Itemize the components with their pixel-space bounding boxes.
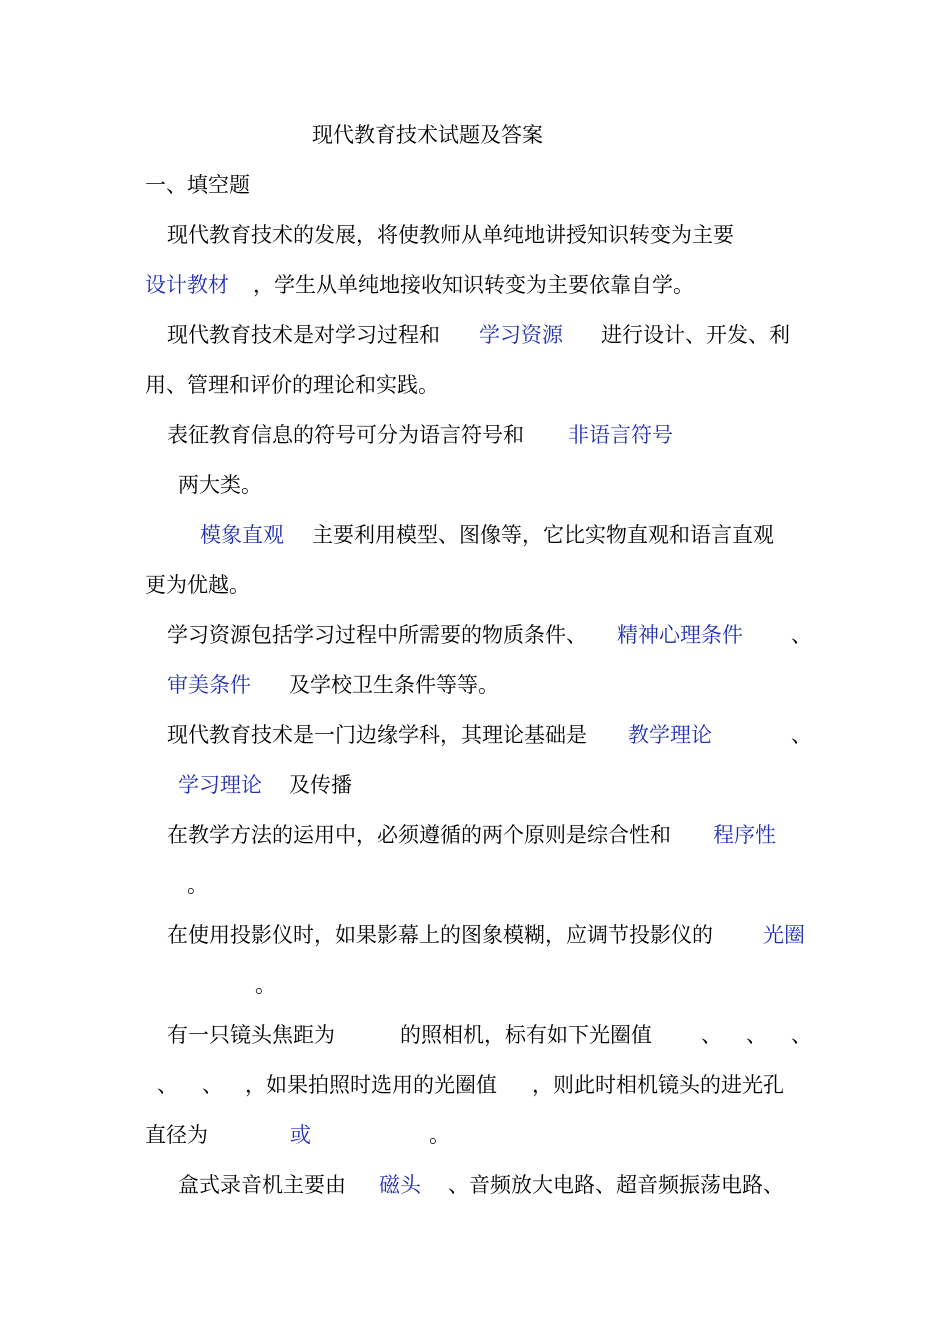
answer-blank: 模象直观 bbox=[200, 523, 284, 547]
answer-blank: 磁头 bbox=[379, 1173, 421, 1197]
answer-blank: 学习资源 bbox=[479, 323, 563, 347]
answer-blank: 学习理论 bbox=[178, 773, 262, 797]
answer-blank: 审美条件 bbox=[167, 673, 251, 697]
answer-blank: 设计教材 bbox=[145, 273, 229, 297]
answer-blank: 精神心理条件 bbox=[617, 623, 743, 647]
answer-blank: 光圈 bbox=[763, 923, 805, 947]
answer-blank: 或 bbox=[290, 1123, 311, 1147]
answer-blank: 教学理论 bbox=[628, 723, 712, 747]
answer-blank: 程序性 bbox=[713, 823, 776, 847]
answer-blank: 非语言符号 bbox=[568, 423, 673, 447]
document-page: 现代教育技术试题及答案 一、填空题 现代教育技术的发展，将使教师从单纯地讲授知识转变为主要 设计教材 ，学生从单纯地接收知识转变为主要依靠自学。 现代教育技术是对学习过程和 学习资源 进行设计、开发、利 用、管理和评价的理论和实践。 表征教育信息的符号可分为语言符号和 非语言符号 两大类。 模象直观 主要利用模型、图像等，它比实物直观和语言直观 更为优越。 学习资源包括学习过程中所需要的物质条件、 精神心理条件 、 审美条件 及学校卫生条件等等。 现代教育技术是一门边缘学科，其理论基础是 教学理论 、 学习理论 及传播 在教学方法的运用中，必须遵循的两个原则是综合性和 程序性 。 在使用投影仪时，如果影幕上的图象模糊，应调节投影仪的 光圈 。 有一只镜头焦距为 的照相机，标有如下光圈值 、 、 、 、 、 ，如果拍照时选用的光圈值 ，则此时相机镜头的进光孔 直径为 或 。 盒式录音机主要由 磁头 、音频放大电路、超音频振荡电路、 bbox=[0, 0, 950, 1344]
